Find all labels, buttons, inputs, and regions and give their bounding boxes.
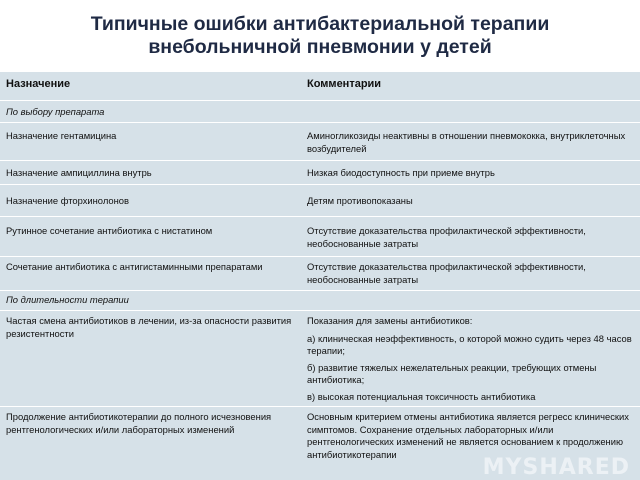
comment-paragraph: в) высокая потенциальная токсичность антибиотика: [307, 390, 536, 402]
table-row: [0, 184, 640, 216]
errors-table: [0, 72, 640, 480]
purpose-cell: Частая смена антибиотиков в лечении, из-за опасности развития резистентности: [6, 315, 292, 339]
slide-title: [0, 0, 640, 72]
comment-paragraph: а) клиническая неэффективность, о которой можно судить через 48 часов терапии;: [307, 332, 632, 356]
section-drug-choice: [0, 100, 640, 122]
table-header-row: [0, 74, 640, 100]
purpose-cell: Рутинное сочетание антибиотика с нистатином: [6, 225, 213, 236]
purpose-cell: Назначение фторхинолонов: [6, 195, 129, 206]
table-row: [0, 256, 640, 290]
section-therapy-duration: [0, 290, 640, 310]
purpose-cell: Продолжение антибиотикотерапии до полного исчезновения рентгенологических и/или лабораторных изменений: [6, 411, 272, 435]
table-row: [0, 160, 640, 184]
comment-cell: Аминогликозиды неактивны в отношении пневмококка, внутриклеточных возбудителей: [307, 130, 626, 154]
header-purpose: Назначение: [6, 78, 71, 90]
comment-cell: Низкая биодоступность при приеме внутрь: [307, 167, 495, 178]
title-line-1: Типичные ошибки антибактериальной терапии: [90, 13, 550, 35]
table-row: [0, 310, 640, 406]
table-row: [0, 122, 640, 160]
comment-paragraph: б) развитие тяжелых нежелательных реакции, требующих отмены антибиотика;: [307, 361, 597, 385]
purpose-cell: Назначение гентамицина: [6, 130, 117, 141]
header-comments: Комментарии: [307, 78, 382, 90]
table-row: [0, 216, 640, 256]
comment-cell: [307, 315, 637, 403]
comment-cell: Основным критерием отмены антибиотика является регресс клинических симптомов. Сохранение отдельных лабораторных и/или рентгенологических изменений не является основанием к продолжению антибиотикотерапии: [307, 411, 629, 460]
comment-paragraph: Показания для замены антибиотиков:: [307, 315, 473, 326]
watermark-logo: MYSHARED: [482, 455, 630, 480]
comment-cell: Отсутствие доказательства профилактической эффективности, необоснованные затраты: [307, 225, 586, 249]
purpose-cell: Сочетание антибиотика с антигистаминными препаратами: [6, 261, 263, 272]
section-label: По длительности терапии: [6, 294, 129, 305]
purpose-cell: Назначение ампициллина внутрь: [6, 167, 152, 178]
title-line-2: внебольничной пневмонии у детей: [148, 36, 492, 58]
comment-cell: Отсутствие доказательства профилактической эффективности, необоснованные затраты: [307, 261, 586, 285]
comment-cell: Детям противопоказаны: [307, 195, 413, 206]
section-label: По выбору препарата: [6, 106, 105, 117]
